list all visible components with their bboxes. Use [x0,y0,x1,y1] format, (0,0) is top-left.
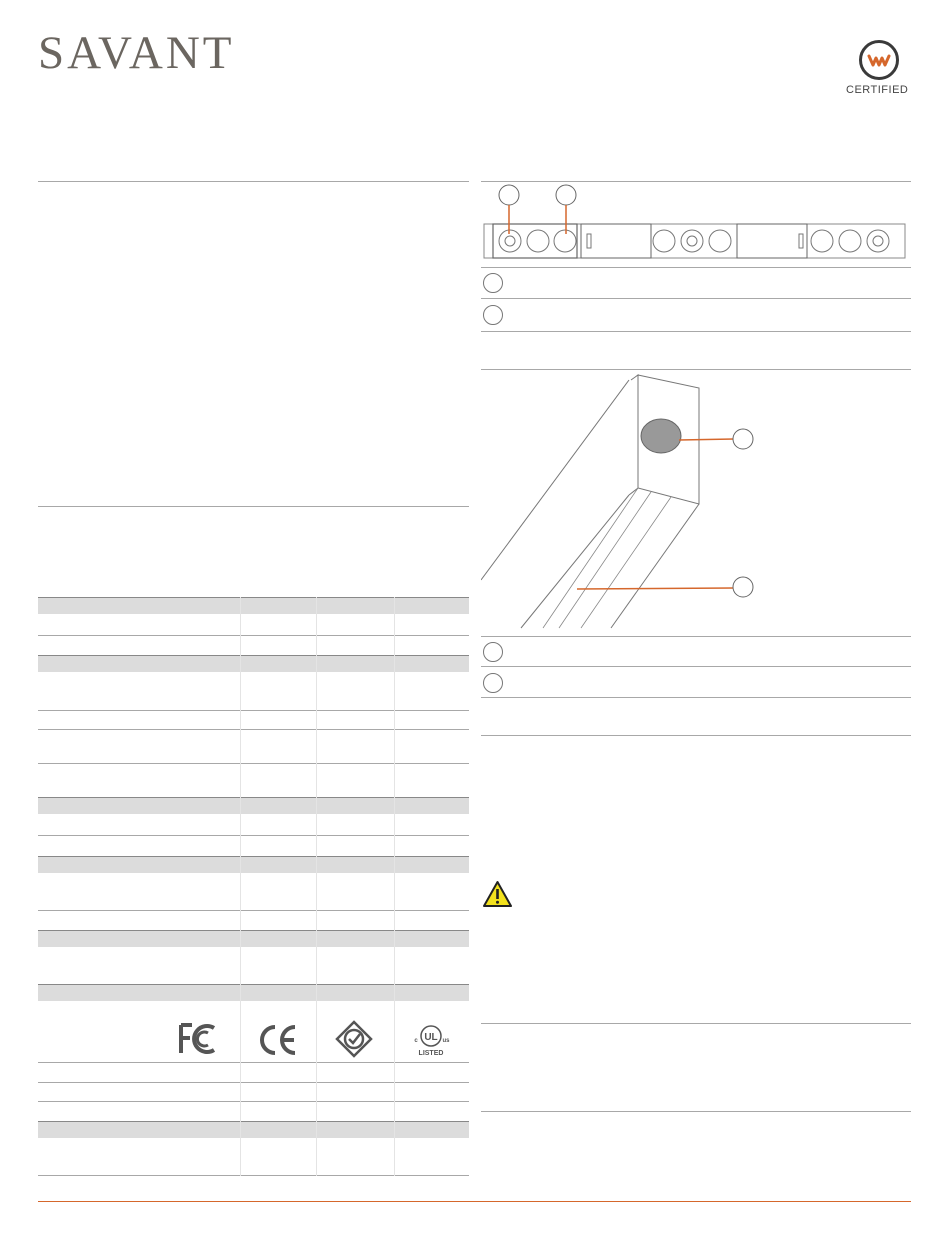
table-row [38,1062,469,1063]
table-section-band [38,655,469,672]
svg-text:us: us [442,1038,450,1044]
callout-row [481,666,911,667]
callout-number-3 [483,642,503,662]
column-divider [316,597,317,1176]
table-row [38,729,469,730]
section-rule [481,735,911,736]
warning-triangle-icon [482,880,513,908]
rcm-icon [335,1020,373,1058]
table-section-band [38,856,469,873]
table-row [38,1101,469,1102]
certified-label: CERTIFIED [846,84,909,96]
callout-number-2 [483,305,503,325]
table-row [38,1175,469,1176]
svg-text:UL: UL [424,1032,438,1043]
table-section-band [38,597,469,614]
brand-logo: SAVANT [38,27,235,79]
section-rule [481,1023,911,1024]
table-row [38,710,469,711]
ce-icon [257,1024,299,1056]
side-view-diagram [481,370,911,635]
front-view-diagram [481,182,911,267]
callout-1-marker [499,185,519,205]
footer-rule [38,1201,911,1202]
section-rule [38,506,469,507]
section-rule [38,181,469,182]
table-row [38,835,469,836]
svg-text:LISTED: LISTED [418,1050,444,1057]
callout-number-4 [483,673,503,693]
table-section-band [38,1121,469,1138]
speaker-grille [641,419,681,453]
callout-number-1 [483,273,503,293]
ul-listed-icon [411,1022,451,1058]
table-row [38,635,469,636]
table-section-band [38,930,469,947]
callout-4-marker [733,577,753,597]
callout-3-marker [733,429,753,449]
table-row [38,763,469,764]
w-certified-icon [859,40,899,80]
table-section-band [38,984,469,1001]
callout-row [481,697,911,698]
callout-row [481,636,911,637]
table-section-band [38,797,469,814]
column-divider [394,597,395,1176]
callout-2-marker [556,185,576,205]
callout-row [481,267,911,268]
callout-row [481,298,911,299]
svg-text:c: c [414,1038,418,1044]
table-row [38,910,469,911]
callout-row [481,331,911,332]
column-divider [240,597,241,1176]
table-row [38,1082,469,1083]
fcc-icon [178,1022,218,1056]
section-rule [481,1111,911,1112]
